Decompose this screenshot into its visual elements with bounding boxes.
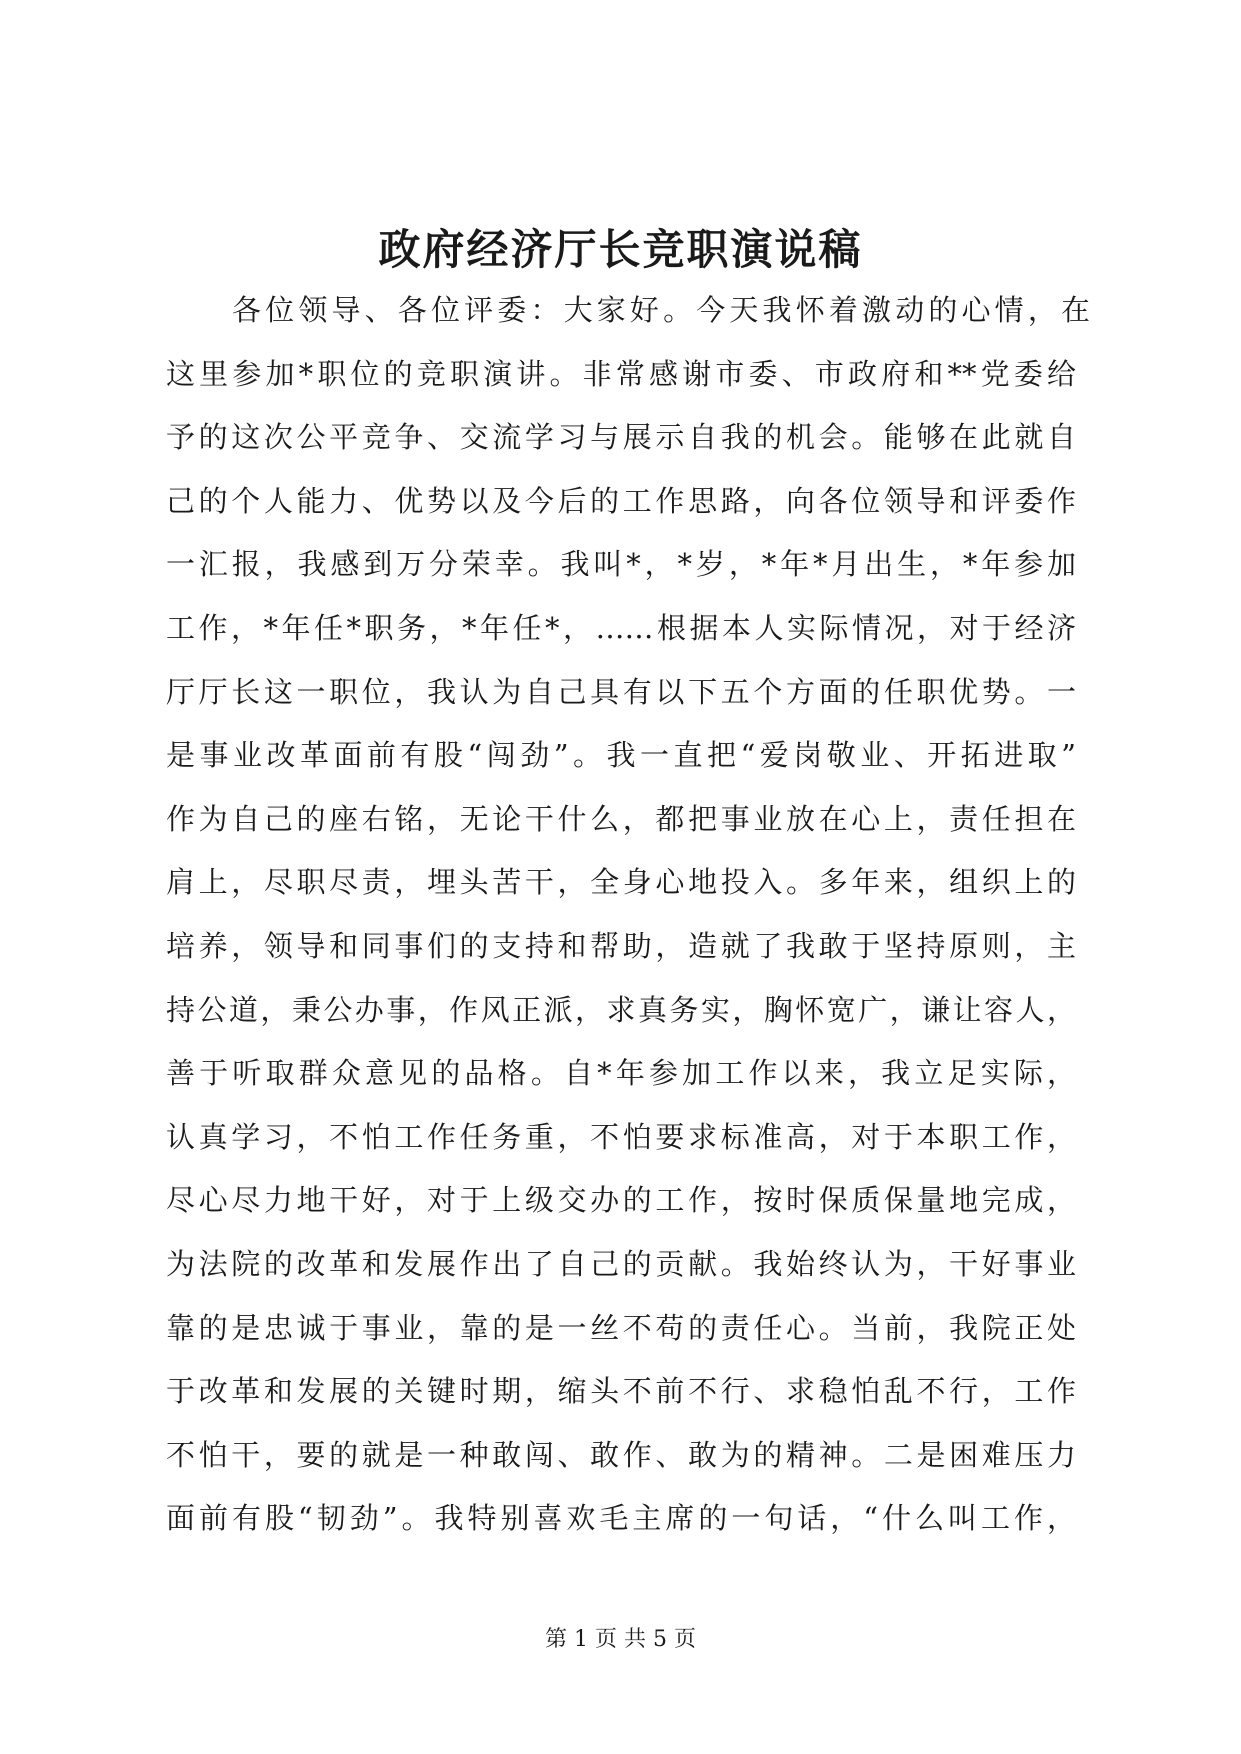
text-line-content: 肩上，尽职尽责，埋头苦干，全身心地投入。多年来，组织上的: [166, 865, 1076, 900]
text-line-content: 这里参加*职位的竞职演讲。非常感谢市委、市政府和**党委给: [166, 356, 1076, 391]
text-line-content: 面前有股“韧劲”。我特别喜欢毛主席的一句话，“什么叫工作，: [166, 1501, 1076, 1536]
text-line-content: 善于听取群众意见的品格。自*年参加工作以来，我立足实际，: [166, 1056, 1076, 1091]
text-line-content: 己的个人能力、优势以及今后的工作思路，向各位领导和评委作: [166, 483, 1076, 518]
text-line: [166, 1055, 1086, 1119]
text-line: [166, 1182, 1086, 1246]
text-line: [166, 483, 1086, 547]
document-title: 政府经济厅长竞职演说稿: [378, 225, 863, 274]
text-line: [166, 1310, 1086, 1374]
text-line-content: 认真学习，不怕工作任务重，不怕要求标准高，对于本职工作，: [166, 1119, 1076, 1154]
text-line: [166, 419, 1086, 483]
text-line-content: 培养，领导和同事们的支持和帮助，造就了我敢于坚持原则，主: [166, 928, 1076, 963]
text-line: [166, 1437, 1086, 1501]
text-line-content: 各位领导、各位评委：大家好。今天我怀着激动的心情，在: [232, 293, 1090, 327]
text-line-content: 于改革和发展的关键时期，缩头不前不行、求稳怕乱不行，工作: [166, 1374, 1076, 1409]
text-line: [166, 546, 1086, 610]
text-line: [166, 737, 1086, 801]
text-line-content: 是事业改革面前有股“闯劲”。我一直把“爱岗敬业、开拓进取”: [166, 738, 1076, 773]
text-line: [166, 1373, 1086, 1437]
text-line: [166, 610, 1086, 674]
text-line: [166, 992, 1086, 1056]
text-line-content: 靠的是忠诚于事业，靠的是一丝不苟的责任心。当前，我院正处: [166, 1310, 1076, 1345]
text-line-content: 工作，*年任*职务，*年任*，……根据本人实际情况，对于经济: [166, 610, 1076, 645]
text-line-content: 尽心尽力地干好，对于上级交办的工作，按时保质保量地完成，: [166, 1183, 1076, 1218]
text-line: [166, 801, 1086, 865]
text-line-content: 不怕干，要的就是一种敢闯、敢作、敢为的精神。二是困难压力: [166, 1437, 1076, 1472]
text-line: [166, 928, 1086, 992]
text-line: [166, 292, 1090, 356]
text-line-content: 一汇报，我感到万分荣幸。我叫*，*岁，*年*月出生，*年参加: [166, 547, 1076, 582]
text-line: [166, 864, 1086, 928]
document-body: [166, 292, 1090, 1564]
text-line: [166, 356, 1086, 420]
text-line-content: 持公道，秉公办事，作风正派，求真务实，胸怀宽广，谦让容人，: [166, 992, 1076, 1027]
text-line: [166, 1246, 1086, 1310]
text-line-content: 厅厅长这一职位，我认为自己具有以下五个方面的任职优势。一: [166, 674, 1076, 709]
text-line: [166, 1500, 1086, 1564]
page-footer: 第 1 页 共 5 页: [545, 1627, 696, 1652]
text-line: [166, 1119, 1086, 1183]
text-line-content: 作为自己的座右铭，无论干什么，都把事业放在心上，责任担在: [166, 801, 1076, 836]
text-line: [166, 674, 1086, 738]
text-line-content: 予的这次公平竞争、交流学习与展示自我的机会。能够在此就自: [166, 420, 1076, 455]
text-line-content: 为法院的改革和发展作出了自己的贡献。我始终认为，干好事业: [166, 1246, 1076, 1281]
